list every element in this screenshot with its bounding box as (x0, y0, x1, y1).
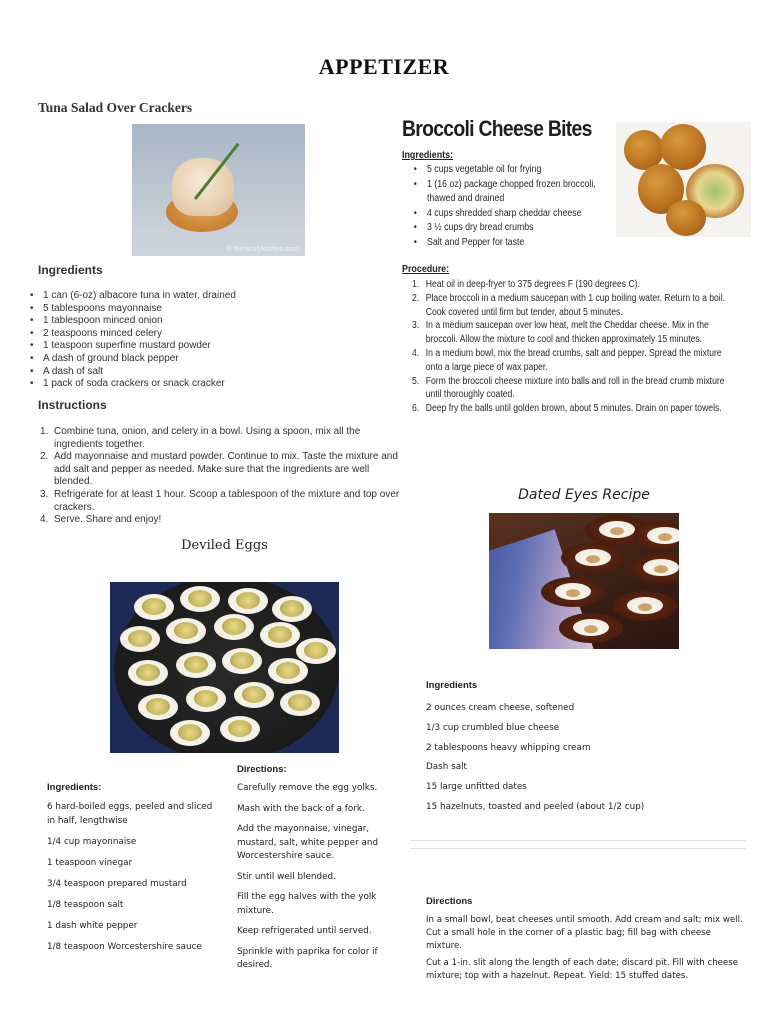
dated-eyes-recipe-title: Dated Eyes Recipe (518, 487, 650, 503)
deviled-egg (260, 622, 300, 648)
list-item: 3/4 teaspoon prepared mustard (47, 878, 187, 889)
stuffed-date (629, 553, 679, 583)
stuffed-date (633, 521, 679, 551)
deviled-egg (180, 586, 220, 612)
list-item: 2. Place broccoli in a medium saucepan with 1 cup boiling water. Return to a boil. Cook covered until firm but tender, about 5 minutes. (412, 292, 726, 318)
stuffed-date (541, 577, 605, 607)
tuna-cracker-photo (132, 124, 305, 256)
list-item: • 1 pack of soda crackers or snack cracker (30, 378, 236, 391)
list-item: 6. Deep fry the balls until golden brown, about 5 minutes. Drain on paper towels. (412, 403, 722, 415)
deviled-egg (138, 694, 178, 720)
list-item: 1 dash white pepper (47, 920, 138, 931)
list-item: Dash salt (426, 762, 467, 773)
list-item: • 1 tablespoon minced onion (30, 315, 236, 328)
list-item: • 3 ½ cups dry bread crumbs (412, 221, 597, 236)
list-item: 1/3 cup crumbled blue cheese (426, 722, 560, 733)
stuffed-date (559, 613, 623, 643)
stuffed-date (613, 591, 677, 621)
deviled-egg (220, 716, 260, 742)
deviled-egg (280, 690, 320, 716)
deviled-eggs-ingredients-heading: Ingredients: (47, 782, 102, 793)
list-item: 4. In a medium bowl, mix the bread crumbs, salt and pepper. Spread the mixture onto a large piece of wax paper. (412, 347, 722, 373)
dated-eyes-ingredients-list (426, 699, 644, 818)
list-item: • Salt and Pepper for taste (412, 236, 597, 251)
list-item: 1/8 teaspoon Worcestershire sauce (47, 941, 202, 952)
list-item: • 1 teaspoon superfine mustard powder (30, 340, 236, 353)
list-item: • 2 teaspoons minced celery (30, 328, 236, 341)
list-item: 1. Combine tuna, onion, and celery in a bowl. Using a spoon, mix all the ingredients together. (40, 426, 361, 450)
list-item: Sprinkle with paprika for color if desired. (237, 946, 378, 970)
deviled-eggs-directions-list (237, 782, 407, 980)
list-item: • A dash of ground black pepper (30, 353, 236, 366)
deviled-eggs-ingredients-list (47, 801, 217, 962)
direction-paragraph: In a small bowl, beat cheeses until smooth. Add cream and salt; mix well. Cut a small hole in the corner of a plastic bag; fill bag with cheese mixture. (426, 915, 743, 951)
list-item: Add the mayonnaise, vinegar, mustard, salt, white pepper and Worcestershire sauce. (237, 824, 379, 861)
broccoli-bites-photo (616, 122, 751, 237)
direction-paragraph: Cut a 1-in. slit along the length of each date; discard pit. Fill with cheese mixture; top with a hazelnut. Repeat. Yield: 15 stuffed dates. (426, 958, 738, 982)
divider-line (410, 840, 746, 841)
deviled-egg (222, 648, 262, 674)
cheese-bite (660, 124, 706, 170)
list-item: • 5 tablespoons mayonnaise (30, 303, 236, 316)
list-item: Mash with the back of a fork. (237, 803, 365, 814)
page-title: APPETIZER (318, 54, 450, 79)
deviled-egg (120, 626, 160, 652)
deviled-egg (234, 682, 274, 708)
list-item: 15 large unfitted dates (426, 782, 527, 793)
tuna-ingredients-list (30, 290, 236, 391)
broccoli-procedure-heading: Procedure: (402, 263, 450, 275)
list-item: 3. In a medium saucepan over low heat, melt the Cheddar cheese. Mix in the broccoli. Allow the mixture to cool and thicken approximately 15 minutes. (412, 320, 709, 346)
list-item: • 1 can (6-oz) albacore tuna in water, drained (30, 290, 236, 303)
deviled-egg (134, 594, 174, 620)
deviled-egg (296, 638, 336, 664)
photo-credit-watermark: © thefamilykitchen.com (226, 246, 299, 253)
list-item: 2 tablespoons heavy whipping cream (426, 742, 591, 753)
dated-eyes-photo (489, 513, 679, 649)
list-item: Fill the egg halves with the yolk mixture. (237, 892, 377, 916)
list-item: • 5 cups vegetable oil for frying (412, 163, 597, 178)
deviled-egg (214, 614, 254, 640)
deviled-egg (170, 720, 210, 746)
list-item: 1. Heat oil in deep-fryer to 375 degrees F (190 degrees C). (412, 279, 640, 290)
deviled-egg (268, 658, 308, 684)
list-item: Stir until well blended. (237, 871, 336, 882)
broccoli-ingredients-list (412, 163, 597, 250)
list-item: • 4 cups shredded sharp cheddar cheese (412, 207, 597, 222)
deviled-egg (128, 660, 168, 686)
deviled-egg (272, 596, 312, 622)
broccoli-ingredients-heading: Ingredients: (402, 149, 454, 161)
list-item: 6 hard-boiled eggs, peeled and sliced in half, lengthwise (47, 802, 213, 826)
deviled-egg (176, 652, 216, 678)
list-item: 1 teaspoon vinegar (47, 857, 133, 868)
list-item: • A dash of salt (30, 366, 236, 379)
deviled-egg (228, 588, 268, 614)
list-item: Carefully remove the egg yolks. (237, 783, 378, 793)
list-item: 2. Add mayonnaise and mustard powder. Continue to mix. Taste the mixture and add salt and pepper as needed. Make sure that the ingredients are well blended. (40, 451, 398, 488)
list-item: 1/4 cup mayonnaise (47, 836, 137, 847)
tuna-recipe-title: Tuna Salad Over Crackers (38, 100, 193, 115)
stuffed-date (561, 543, 625, 573)
list-item: 2 ounces cream cheese, softened (426, 703, 575, 713)
deviled-eggs-photo (110, 582, 339, 753)
deviled-eggs-recipe-title: Deviled Eggs (181, 538, 268, 553)
list-item: • 1 (16 oz) package chopped frozen broccoli, thawed and drained (412, 178, 597, 207)
broccoli-procedure-list (412, 278, 739, 416)
list-item: 15 hazelnuts, toasted and peeled (about 1/2 cup) (426, 801, 645, 812)
deviled-egg (186, 686, 226, 712)
dated-eyes-directions-heading: Directions (426, 896, 473, 907)
list-item: 5. Form the broccoli cheese mixture into balls and roll in the bread crumb mixture until thoroughly coated. (412, 375, 725, 401)
list-item: Keep refrigerated until served. (237, 926, 372, 936)
tuna-instructions-heading: Instructions (38, 398, 107, 412)
list-item: 4. Serve. Share and enjoy! (40, 514, 162, 526)
deviled-eggs-directions-heading: Directions: (237, 764, 287, 775)
dated-eyes-ingredients-heading: Ingredients (426, 680, 478, 691)
divider-line (410, 848, 746, 849)
deviled-egg (166, 618, 206, 644)
dated-eyes-directions (426, 914, 746, 988)
tuna-instructions-list (40, 426, 400, 527)
cheese-bite (666, 200, 706, 236)
broccoli-recipe-title: Broccoli Cheese Bites (402, 116, 592, 141)
list-item: 1/8 teaspoon salt (47, 899, 124, 910)
list-item: 3. Refrigerate for at least 1 hour. Scoop a tablespoon of the mixture and top over crackers. (40, 488, 400, 513)
tuna-ingredients-heading: Ingredients (38, 263, 103, 277)
